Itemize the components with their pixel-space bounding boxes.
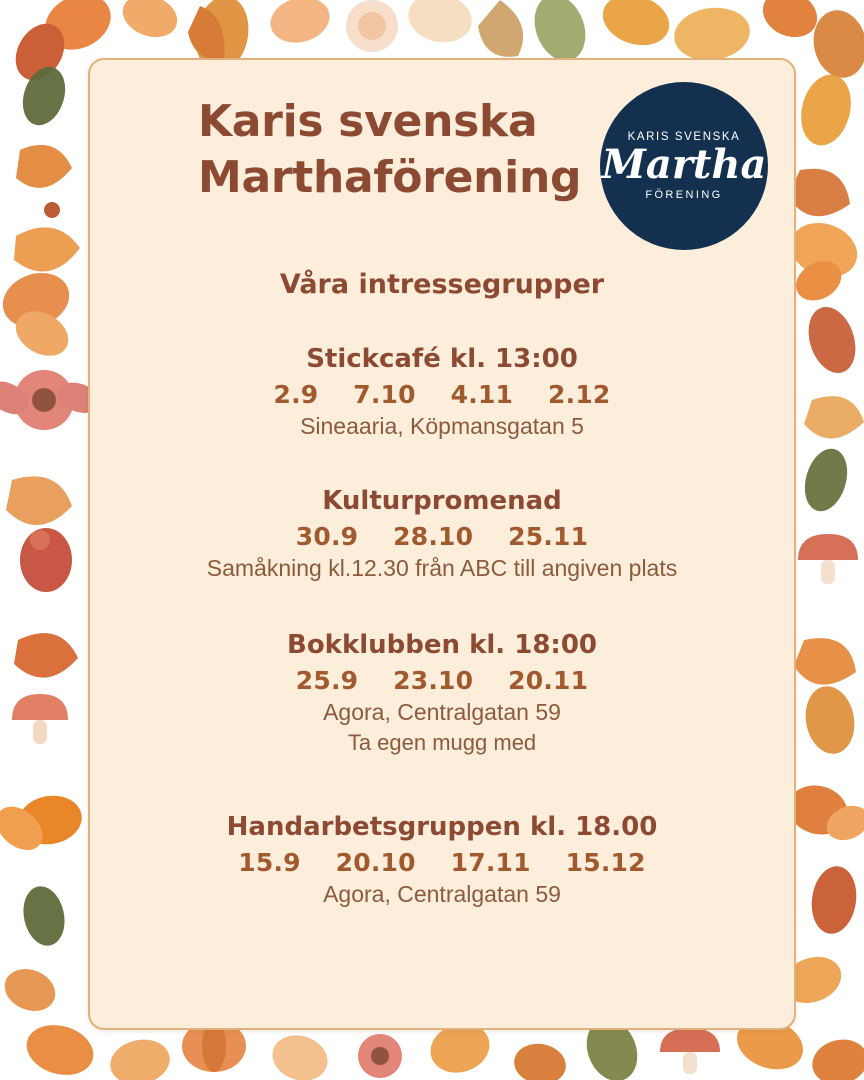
group-note: Ta egen mugg med (347, 729, 537, 755)
group-date: 30.9 (295, 521, 359, 551)
content-card (88, 58, 796, 1030)
group-date: 4.11 (450, 379, 514, 409)
group-date: 25.11 (508, 521, 589, 551)
title-line-1: Karis svenska (198, 96, 538, 147)
group-date: 25.9 (295, 665, 359, 695)
group-place: Agora, Centralgatan 59 (323, 880, 561, 907)
group-handarbetsgruppen (120, 812, 764, 908)
group-place: Agora, Centralgatan 59 (323, 698, 561, 725)
group-dates (120, 380, 764, 409)
group-date: 17.11 (450, 847, 531, 877)
group-bokklubben (120, 630, 764, 756)
martha-logo (600, 82, 768, 250)
page-title (120, 94, 582, 207)
group-kulturpromenad (120, 486, 764, 582)
group-stickcafe (120, 344, 764, 440)
group-dates (120, 666, 764, 695)
group-name: Kulturpromenad (322, 485, 562, 516)
group-name: Stickcafé kl. 13:00 (306, 343, 578, 374)
group-date: 20.10 (335, 847, 416, 877)
logo-top-text: KARIS SVENSKA (627, 131, 741, 143)
group-date: 7.10 (353, 379, 416, 409)
group-date: 23.10 (393, 665, 474, 695)
group-name: Handarbetsgruppen kl. 18.00 (226, 811, 658, 842)
group-date: 2.12 (548, 379, 611, 409)
title-line-2: Marthaförening (198, 152, 582, 204)
group-name: Bokklubben kl. 18:00 (287, 629, 597, 660)
group-date: 2.9 (273, 379, 319, 409)
logo-bottom-text: FÖRENING (645, 189, 723, 201)
group-date: 15.9 (238, 847, 301, 877)
group-place: Samåkning kl.12.30 från ABC till angiven plats (206, 554, 678, 581)
group-place: Sineaaria, Köpmansgatan 5 (300, 412, 584, 439)
group-date: 20.11 (508, 665, 589, 695)
group-date: 15.12 (565, 847, 646, 877)
group-dates (120, 522, 764, 551)
group-date: 28.10 (393, 521, 474, 551)
logo-main-text: Martha (601, 141, 767, 188)
group-dates (120, 848, 764, 877)
page-subtitle: Våra intressegrupper (279, 268, 605, 300)
